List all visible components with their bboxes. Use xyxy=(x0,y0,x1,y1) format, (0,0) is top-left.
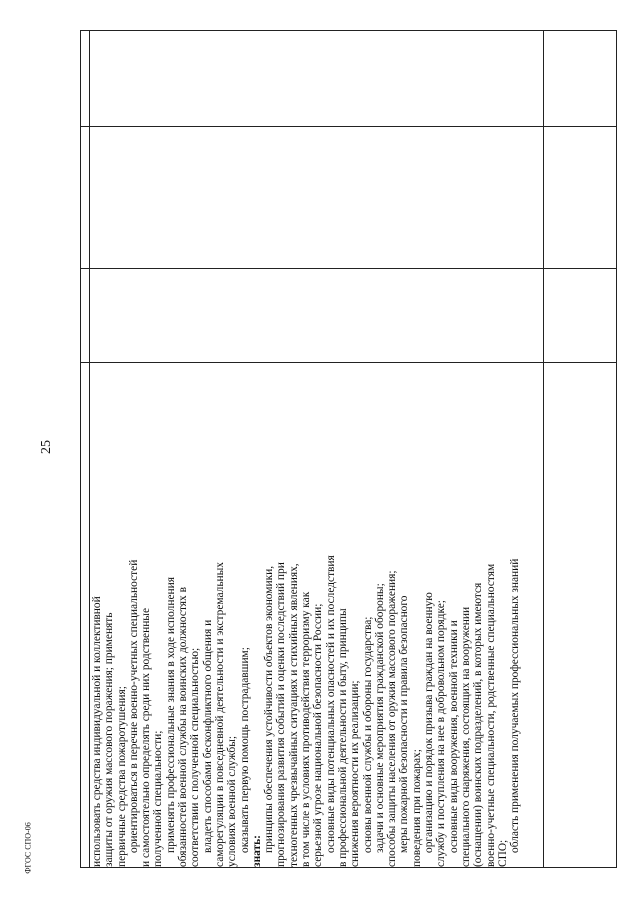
text-line: область применения получаемых профессиональных знаний xyxy=(509,558,522,853)
section-heading: знать: xyxy=(250,835,263,867)
text-line: СПО; xyxy=(496,839,509,867)
table-rule xyxy=(81,126,616,127)
text-line: (оснащении) воинских подразделений, в которых имеются xyxy=(472,582,485,867)
text-line: владеть способами бесконфликтного общения и xyxy=(201,619,214,853)
text-line: поведения при пожарах; xyxy=(410,749,423,867)
text-line: прогнозирования развития событий и оценки последствий при xyxy=(275,562,288,867)
text-line: обязанностей военной службы на воинских должностях в xyxy=(177,587,190,867)
competency-text-cell xyxy=(91,497,543,869)
text-line: ориентироваться в перечне военно-учетных специальностей xyxy=(127,559,140,853)
text-line: соответствии с полученной специальностью; xyxy=(189,647,202,867)
table-rule xyxy=(89,31,90,867)
text-line: военно-учетные специальности, родственные специальностям xyxy=(484,563,497,867)
text-line: способы защиты населения от оружия массового поражения; xyxy=(386,570,399,867)
text-line: задачи и основные мероприятия гражданской обороны; xyxy=(373,583,386,853)
page-number: 25 xyxy=(39,440,54,454)
text-line: техногенных чрезвычайных ситуациях и стихийных явлениях, xyxy=(287,563,300,867)
table-rule xyxy=(81,268,616,269)
table-rule xyxy=(543,31,544,867)
text-line: первичные средства пожаротушения; xyxy=(115,686,128,867)
text-line: применять профессиональные знания в ходе исполнения xyxy=(164,577,177,853)
text-line: оказывать первую помощь пострадавшим; xyxy=(238,647,251,853)
text-line: и самостоятельно определять среди них родственные xyxy=(140,607,153,867)
text-line: защиты от оружия массового поражения; применять xyxy=(103,612,116,867)
text-line: использовать средства индивидуальной и коллективной xyxy=(91,596,103,867)
rotated-table xyxy=(80,30,617,868)
text-line: серьезной угрозе национальной безопасности России; xyxy=(312,603,325,867)
text-line: меры пожарной безопасности и правила безопасного xyxy=(398,595,411,853)
text-line: основные виды потенциальных опасностей и их последствия xyxy=(324,555,337,853)
text-line: полученной специальности; xyxy=(152,730,165,867)
text-line: организацию и порядок призыва граждан на военную xyxy=(423,592,436,853)
text-line: снижения вероятности их реализации; xyxy=(349,680,362,867)
text-line: в профессиональной деятельности и быту, принципы xyxy=(336,608,349,867)
text-line: условиях военной службы; xyxy=(226,735,239,867)
text-line: основы военной службы и обороны государства; xyxy=(361,616,374,853)
text-line: службу и поступления на нее в добровольном порядке; xyxy=(435,600,448,867)
text-line: в том числе в условиях противодействия терроризму как xyxy=(300,591,313,867)
text-line: принципы обеспечения устойчивости объектов экономики, xyxy=(263,565,276,853)
text-line: специального снаряжения, состоящих на вооружении xyxy=(459,606,472,867)
text-line: саморегуляции в повседневной деятельности и экстремальных xyxy=(213,562,226,867)
table-rule xyxy=(81,362,616,363)
text-line: основные виды вооружения, военной техники и xyxy=(447,620,460,853)
footer-code: ФГОС СПО-06 xyxy=(23,822,33,874)
